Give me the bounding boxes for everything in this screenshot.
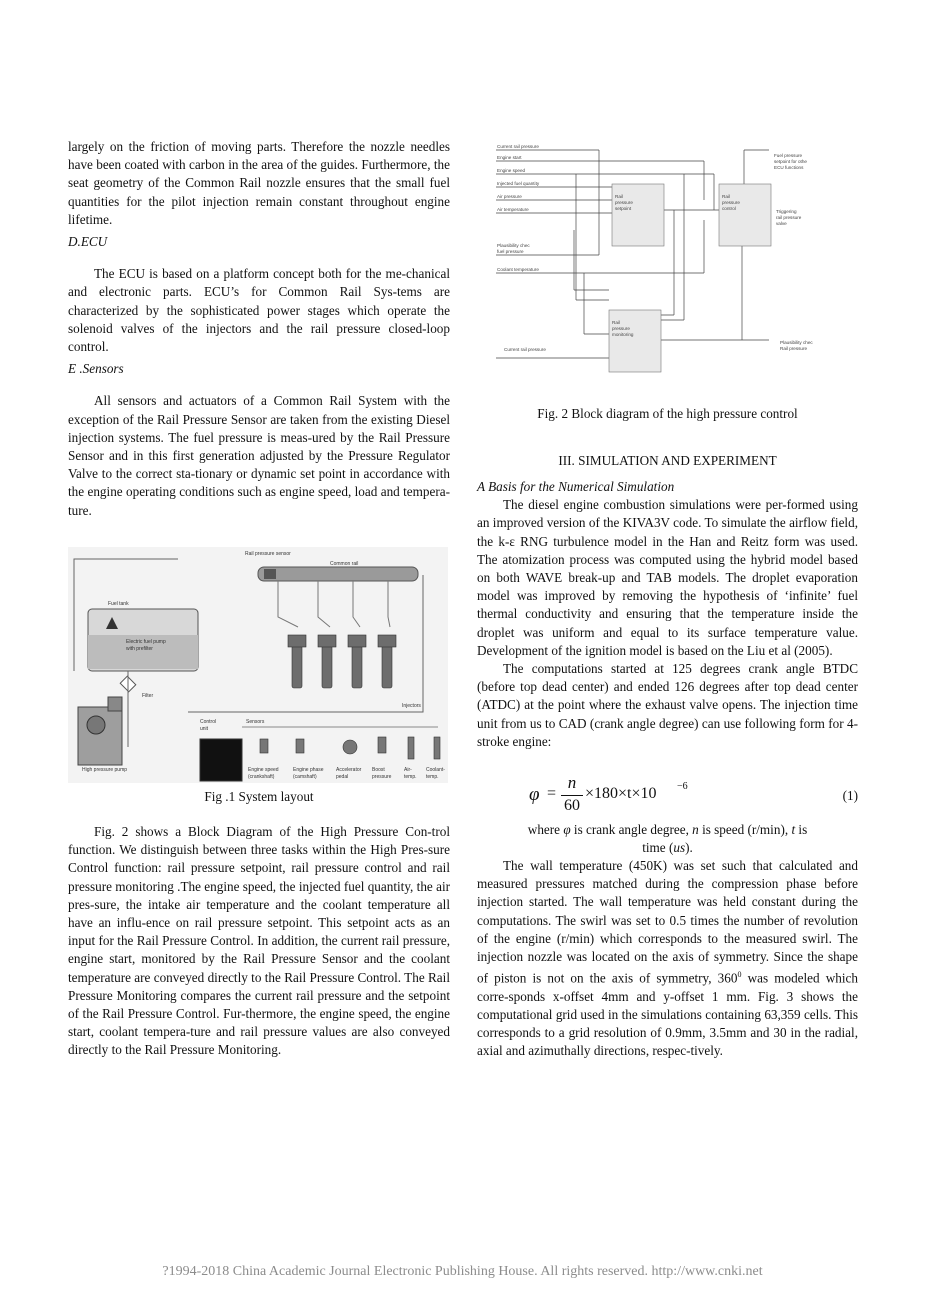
eq-exponent: −6 <box>677 781 688 792</box>
paragraph-wall-temperature <box>477 857 858 1061</box>
where-text-2: is crank angle degree, <box>570 822 693 837</box>
block1-text-2: pressure <box>615 200 633 205</box>
output-rail-pressure: rail pressure <box>776 215 802 220</box>
right-column <box>477 478 858 751</box>
heading-sensors: E .Sensors <box>68 361 124 377</box>
label-sensor-pedal: pedal <box>336 774 349 780</box>
left-column-lower <box>68 823 450 1060</box>
block1-text-3: setpoint <box>615 206 632 211</box>
paragraph-wall-temperature-b: was modeled which corre-sponds x-offset 4mm and y-offset 1 mm. Fig. 3 shows the computational grid used in the simulations containing 63,359 cells. This corresponds to a grid resolution of 0.9mm, 3.5mm and 30 in the radial, axial and azimuthally directions, respec-tively. <box>477 970 858 1059</box>
label-sensor-pressure: pressure <box>372 774 392 780</box>
input-engine-speed: Engine speed <box>497 168 526 173</box>
superscript-degree: 0 <box>737 970 742 980</box>
label-control: Control <box>200 719 217 725</box>
input-fuel-pressure: fuel pressure <box>497 249 524 254</box>
output-rail-pressure-2: Rail pressure <box>780 346 808 351</box>
block3-text-1: Rail <box>612 320 620 325</box>
footer-copyright: ?1994-2018 China Academic Journal Electronic Publishing House. All rights reserved. http://www.cnki.net <box>162 1264 763 1279</box>
paragraph-simulation: The diesel engine combustion simulations were per-formed using an improved version of the KIVA3V code. To simulate the airflow field, the k-ε RNG turbulence model in the Han and Reitz form was used. The atomization process was computed using the hybrid model based on both WAVE break-up and TAB models. The droplet evaporation model was improved by removing the hypothesis of ‘infinite’ fuel thermal conductivity and ensuring that the temperature inside the droplet was uniform and equal to its surface temperature value. Development of the ignition model is based on the Liu et al (2005). <box>477 497 858 658</box>
label-sensors: Sensors <box>246 719 265 725</box>
input-plausibility-check: Plausibility chec <box>497 243 530 248</box>
paragraph-ecu: The ECU is based on a platform concept both for the me-chanical and electronic parts. ECU’s for Common Rail Sys-tems are characterized by the sophisticated power stages which operate the solenoid valves of the injectors and the rail pressure closed-loop control. <box>68 266 450 355</box>
input-coolant-temperature: Coolant temperature <box>497 267 539 272</box>
paragraph-computations: The computations started at 125 degrees crank angle BTDC (before top dead center) and ended 126 degrees after top dead center (ATDC) at the point where the exhaust valve opens. The injection time unit from us to CAD (crank angle degree) can use following form for 4-stroke engine: <box>477 661 858 749</box>
control-unit-icon <box>200 739 242 781</box>
label-filter: Filter <box>142 693 154 699</box>
input-air-temperature: Air temperature <box>497 207 529 212</box>
label-sensor-engine-speed: Engine speed <box>248 767 279 773</box>
heading-ecu: D.ECU <box>68 234 108 250</box>
block1-text-1: Rail <box>615 194 623 199</box>
block2-text-3: control <box>722 206 736 211</box>
input-injected-fuel-quantity: Injected fuel quantity <box>497 181 540 186</box>
block2-text-1: Rail <box>722 194 730 199</box>
where-text-1: where <box>527 822 564 837</box>
output-plausibility-check: Plausibility chec <box>780 340 813 345</box>
output-ecu-functions: ECU functions <box>774 165 804 170</box>
caption-fig2: Fig. 2 Block diagram of the high pressure control <box>537 406 798 421</box>
label-fuel-tank: Fuel tank <box>108 601 129 607</box>
equation-1 <box>477 773 858 818</box>
label-sensor-coolant-temp: temp. <box>426 774 439 780</box>
left-column <box>68 138 450 520</box>
label-high-pressure-pump: High pressure pump <box>82 767 128 773</box>
where-text-5: time ( <box>642 840 674 855</box>
where-text-6: ). <box>685 840 693 855</box>
block2-text-2: pressure <box>722 200 740 205</box>
label-sensor-air: Air- <box>404 767 412 773</box>
paragraph-intro: largely on the friction of moving parts. Therefore the nozzle needles have been coated with carbon in the area of the guides. Furthermore, the seat geometry of the Common Rail nozzle ensures that the small fuel quantities for the pilot injection remain constant throughout engine lifetime. <box>68 139 450 227</box>
paragraph-fig2: Fig. 2 shows a Block Diagram of the High Pressure Con-trol function. We distinguish between three tasks within the High Pres-sure Control function: rail pressure setpoint, rail pressure control and rail pressure monitoring .The engine speed, the injected fuel quantity, the air pres-sure, the intake air temperature and the coolant temperature all have an influ-ence on rail pressure setpoint. This setpoint acts as an input for the Rail Pressure Control. In addition, the current rail pressure, engine start, monitored by the Rail Pressure Sensor and the coolant temperature are conveyed directly to the Rail Pressure Control. The Rail Pressure Monitoring compares the current rail pressure and the setpoint of the Rail Pressure Control. Fur-thermore, the engine speed, the engine start, coolant tempera-ture and rail pressure values are also conveyed directly to the Rail Pressure Monitoring. <box>68 824 450 1058</box>
equation-where <box>477 821 858 857</box>
where-us: us <box>673 840 686 855</box>
label-sensor-engine-phase: Engine phase <box>293 767 324 773</box>
subheading-numerical-simulation: A Basis for the Numerical Simulation <box>477 479 675 494</box>
label-sensor-crankshaft: (crankshaft) <box>248 774 275 780</box>
paragraph-wall-temperature-a: The wall temperature (450K) was set such that calculated and measured pressures matched during the compression phase before injection started. The wall temperature was held constant during the computations. The swirl was set to 0.5 times the number of revolution of the engine (r/min) which corresponds to the measured swirl. The injection nozzle was located on the axis of symmetry. Since the shape of piston is not on the axis of symmetry, 360 <box>477 858 858 986</box>
input-engine-start: Engine start <box>497 155 522 160</box>
where-t: t <box>791 822 796 837</box>
high-pressure-pump-icon <box>78 707 122 765</box>
label-prefilter: with prefilter <box>126 646 153 652</box>
figure-system-layout <box>68 547 448 783</box>
label-rail-pressure-sensor: Rail pressure sensor <box>245 551 291 557</box>
eq-equals: = <box>547 785 557 802</box>
block3-text-2: pressure <box>612 326 630 331</box>
block3-text-3: monitoring <box>612 332 634 337</box>
where-phi: φ <box>563 822 571 837</box>
input-current-rail-pressure: Current rail pressure <box>497 144 539 149</box>
output-fuel-pressure: Fuel pressure <box>774 153 803 158</box>
input-current-rail-pressure-2: Current rail pressure <box>504 347 546 352</box>
equation-number: (1) <box>842 788 858 803</box>
section-title: III. SIMULATION AND EXPERIMENT <box>558 453 777 468</box>
label-sensor-air-temp: temp. <box>404 774 417 780</box>
input-air-pressure: Air pressure <box>497 194 522 199</box>
label-electric-fuel-pump: Electric fuel pump <box>126 639 166 645</box>
label-sensor-camshaft: (camshaft) <box>293 774 317 780</box>
caption-fig1: Fig .1 System layout <box>204 789 314 804</box>
figure-block-diagram <box>494 140 846 396</box>
output-valve: valve <box>776 221 787 226</box>
label-unit: unit <box>200 726 209 732</box>
output-setpoint-other: setpoint for othe <box>774 159 807 164</box>
label-injectors: Injectors <box>402 703 421 709</box>
where-text-3: is speed (r/min), <box>698 822 792 837</box>
label-sensor-boost: Boost <box>372 767 385 773</box>
where-n: n <box>692 822 699 837</box>
eq-numerator: n <box>567 773 577 792</box>
where-text-4: is <box>795 822 808 837</box>
label-common-rail: Common rail <box>330 561 359 567</box>
eq-denominator: 60 <box>564 797 580 814</box>
label-sensor-coolant: Coolant- <box>426 767 445 773</box>
right-column-lower <box>477 857 858 1061</box>
paragraph-sensors: All sensors and actuators of a Common Rail System with the exception of the Rail Pressure Sensor are taken from the existing Diesel injection systems. The fuel pressure is meas-ured by the Rail Pressure Sensor and in this first generation adjusted by the Pressure Regulator Valve to the correct sta-tionary or dynamic set point in accordance with the engine operating conditions such as engine speed, load and tempera-ture. <box>68 393 450 518</box>
eq-phi: φ <box>529 784 540 805</box>
output-triggering: Triggering <box>776 209 797 214</box>
label-sensor-accelerator: Accelerator <box>336 767 362 773</box>
eq-product: ×180×t×10 <box>585 785 657 802</box>
